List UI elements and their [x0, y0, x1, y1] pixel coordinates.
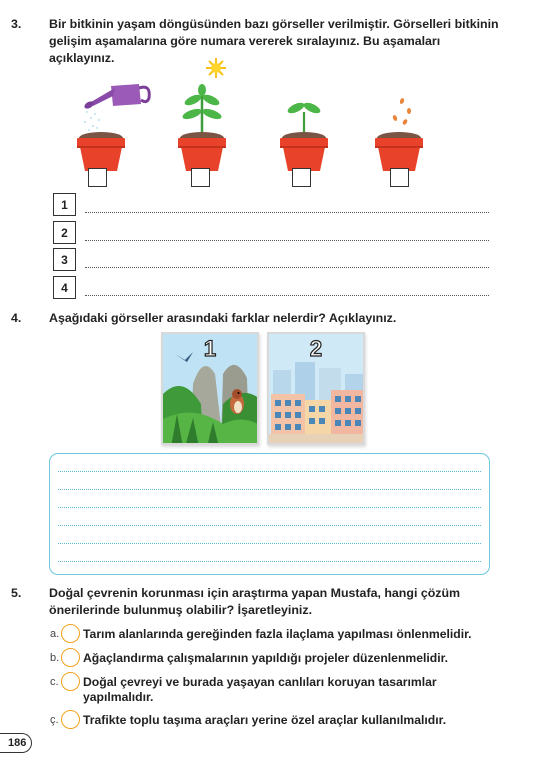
option-letter: b.: [50, 652, 60, 664]
option-text: Trafikte toplu taşıma araçları yerine özel araçlar kullanılmalıdır.: [83, 713, 447, 727]
answer-line: [58, 525, 481, 526]
answer-line: [58, 471, 481, 472]
image-label-2: 2: [309, 336, 323, 361]
answer-line-4[interactable]: [53, 276, 489, 299]
order-box-4[interactable]: [390, 168, 409, 187]
order-box-3[interactable]: [292, 168, 311, 187]
question-5-text: [11, 585, 509, 619]
dotted-line: [85, 212, 489, 213]
answer-line: [58, 507, 481, 508]
option-letter: c.: [50, 676, 59, 688]
page-number: 186: [8, 737, 27, 749]
row-number-box: 1: [53, 193, 76, 216]
watering-can-pot-image: [71, 56, 161, 190]
option-checkbox-d[interactable]: [61, 710, 80, 729]
question-5-number: 5.: [11, 586, 22, 600]
answer-line: [58, 561, 481, 562]
question-4-prompt: Aşağıdaki görseller arasındaki farklar nelerdir? Açıklayınız.: [49, 311, 397, 325]
answer-line-3[interactable]: [53, 248, 489, 271]
order-box-1[interactable]: [88, 168, 107, 187]
answer-line: [58, 543, 481, 544]
option-checkbox-a[interactable]: [61, 624, 80, 643]
dotted-line: [85, 240, 489, 241]
row-number-box: 4: [53, 276, 76, 299]
option-text: Doğal çevreyi ve burada yaşayan canlıları koruyan tasarımlar yapılmalıdır.: [83, 675, 437, 704]
option-checkbox-c[interactable]: [61, 672, 80, 691]
row-number-box: 2: [53, 221, 76, 244]
question-4-text: [11, 310, 509, 327]
city-image: [267, 332, 365, 445]
option-text: Tarım alanlarında gereğinden fazla ilaçlama yapılması önlenmelidir.: [83, 627, 472, 641]
order-box-2[interactable]: [191, 168, 210, 187]
option-letter: ç.: [50, 714, 59, 726]
option-letter: a.: [50, 628, 60, 640]
dotted-line: [85, 295, 489, 296]
answer-line-1[interactable]: [53, 193, 489, 216]
option-text: Ağaçlandırma çalışmalarının yapıldığı projeler düzenlenmelidir.: [83, 651, 449, 665]
question-3-prompt: Bir bitkinin yaşam döngüsünden bazı görseller verilmiştir. Görselleri bitkinin gelişim aşamalarına göre numara vererek sıralayınız. Bu aşamaları açıklayınız.: [49, 17, 499, 65]
question-4-number: 4.: [11, 311, 22, 325]
question-5-prompt: Doğal çevrenin korunması için araştırma yapan Mustafa, hangi çözüm önerilerinde bulunmuş olabilir? İşaretleyiniz.: [49, 586, 461, 617]
option-checkbox-b[interactable]: [61, 648, 80, 667]
question-3-number: 3.: [11, 17, 22, 31]
row-number-box: 3: [53, 248, 76, 271]
answer-text-area[interactable]: [49, 453, 490, 575]
nature-image: [161, 332, 259, 445]
page-number-tab: [0, 733, 32, 753]
dotted-line: [85, 267, 489, 268]
image-label-1: 1: [203, 336, 217, 361]
answer-line: [58, 489, 481, 490]
answer-line-2[interactable]: [53, 221, 489, 244]
